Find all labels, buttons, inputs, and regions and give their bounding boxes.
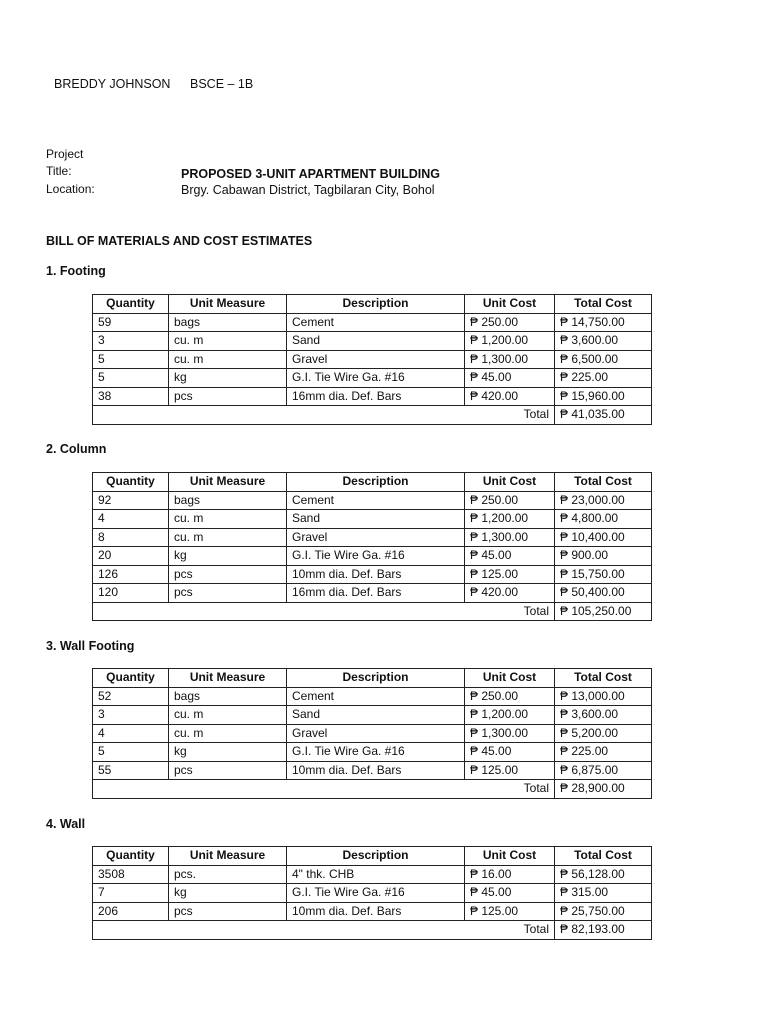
column-header-total-cost: Total Cost <box>555 295 652 314</box>
cell-unit-cost: ₱ 1,300.00 <box>465 350 555 369</box>
bom-table-footing <box>92 294 652 425</box>
cell-unit-measure: bags <box>169 687 287 706</box>
total-value: ₱ 105,250.00 <box>555 602 652 621</box>
cell-description: 16mm dia. Def. Bars <box>287 387 465 406</box>
cell-quantity: 5 <box>93 743 169 762</box>
table-header-row <box>93 473 652 492</box>
cell-unit-measure: cu. m <box>169 332 287 351</box>
cell-unit-measure: kg <box>169 369 287 388</box>
cell-unit-measure: kg <box>169 884 287 903</box>
column-header-quantity: Quantity <box>93 847 169 866</box>
cell-unit-measure: cu. m <box>169 528 287 547</box>
column-header-description: Description <box>287 847 465 866</box>
cell-unit-cost: ₱ 420.00 <box>465 584 555 603</box>
table-row <box>93 584 652 603</box>
cell-unit-measure: pcs. <box>169 865 287 884</box>
cell-quantity: 126 <box>93 565 169 584</box>
column-header-quantity: Quantity <box>93 669 169 688</box>
column-header-unit-cost: Unit Cost <box>465 295 555 314</box>
cell-unit-measure: bags <box>169 313 287 332</box>
table-row <box>93 865 652 884</box>
column-header-unit-cost: Unit Cost <box>465 847 555 866</box>
total-value: ₱ 41,035.00 <box>555 406 652 425</box>
cell-unit-cost: ₱ 420.00 <box>465 387 555 406</box>
cell-quantity: 3508 <box>93 865 169 884</box>
cell-unit-cost: ₱ 1,200.00 <box>465 706 555 725</box>
column-header-unit-cost: Unit Cost <box>465 473 555 492</box>
column-header-unit-measure: Unit Measure <box>169 295 287 314</box>
cell-quantity: 7 <box>93 884 169 903</box>
cell-total-cost: ₱ 4,800.00 <box>555 510 652 529</box>
cell-total-cost: ₱ 315.00 <box>555 884 652 903</box>
cell-quantity: 3 <box>93 706 169 725</box>
cell-description: 4" thk. CHB <box>287 865 465 884</box>
cell-total-cost: ₱ 3,600.00 <box>555 706 652 725</box>
table-row <box>93 491 652 510</box>
cell-unit-measure: pcs <box>169 761 287 780</box>
total-label: Total <box>93 406 555 425</box>
cell-description: Gravel <box>287 350 465 369</box>
cell-quantity: 120 <box>93 584 169 603</box>
cell-description: Cement <box>287 687 465 706</box>
column-header-quantity: Quantity <box>93 473 169 492</box>
table-row <box>93 565 652 584</box>
cell-description: 10mm dia. Def. Bars <box>287 902 465 921</box>
cell-unit-measure: pcs <box>169 902 287 921</box>
cell-unit-cost: ₱ 1,200.00 <box>465 510 555 529</box>
cell-total-cost: ₱ 23,000.00 <box>555 491 652 510</box>
title-label: Title: <box>46 164 72 178</box>
column-header-total-cost: Total Cost <box>555 473 652 492</box>
cell-description: Cement <box>287 313 465 332</box>
cell-total-cost: ₱ 5,200.00 <box>555 724 652 743</box>
cell-total-cost: ₱ 10,400.00 <box>555 528 652 547</box>
cell-unit-measure: bags <box>169 491 287 510</box>
cell-description: G.I. Tie Wire Ga. #16 <box>287 369 465 388</box>
table-header-row <box>93 669 652 688</box>
cell-total-cost: ₱ 6,500.00 <box>555 350 652 369</box>
cell-unit-cost: ₱ 1,300.00 <box>465 528 555 547</box>
cell-total-cost: ₱ 900.00 <box>555 547 652 566</box>
cell-quantity: 20 <box>93 547 169 566</box>
total-row <box>93 602 652 621</box>
cell-unit-cost: ₱ 1,200.00 <box>465 332 555 351</box>
cell-description: G.I. Tie Wire Ga. #16 <box>287 547 465 566</box>
section-heading-footing: 1. Footing <box>46 264 106 278</box>
cell-total-cost: ₱ 6,875.00 <box>555 761 652 780</box>
cell-total-cost: ₱ 56,128.00 <box>555 865 652 884</box>
cell-unit-cost: ₱ 125.00 <box>465 761 555 780</box>
total-label: Total <box>93 602 555 621</box>
total-row <box>93 921 652 940</box>
author-course: BSCE – 1B <box>190 77 254 91</box>
project-location: Brgy. Cabawan District, Tagbilaran City, Bohol <box>181 183 435 197</box>
cell-description: Gravel <box>287 528 465 547</box>
column-header-total-cost: Total Cost <box>555 847 652 866</box>
cell-description: Cement <box>287 491 465 510</box>
column-header-description: Description <box>287 473 465 492</box>
cell-quantity: 59 <box>93 313 169 332</box>
cell-total-cost: ₱ 225.00 <box>555 743 652 762</box>
cell-quantity: 3 <box>93 332 169 351</box>
table-row <box>93 706 652 725</box>
table-header-row <box>93 295 652 314</box>
cell-unit-cost: ₱ 250.00 <box>465 687 555 706</box>
table-row <box>93 743 652 762</box>
column-header-unit-cost: Unit Cost <box>465 669 555 688</box>
column-header-unit-measure: Unit Measure <box>169 473 287 492</box>
cell-description: Sand <box>287 706 465 725</box>
cell-description: 16mm dia. Def. Bars <box>287 584 465 603</box>
cell-quantity: 4 <box>93 510 169 529</box>
section-heading-column: 2. Column <box>46 442 107 456</box>
bom-table-wall-footing <box>92 668 652 799</box>
cell-unit-cost: ₱ 1,300.00 <box>465 724 555 743</box>
table-row <box>93 528 652 547</box>
cell-unit-cost: ₱ 45.00 <box>465 743 555 762</box>
project-label: Project <box>46 147 84 161</box>
bom-table-wall <box>92 846 652 940</box>
cell-description: Sand <box>287 510 465 529</box>
document-heading: BILL OF MATERIALS AND COST ESTIMATES <box>46 234 313 248</box>
table-row <box>93 313 652 332</box>
author-name: BREDDY JOHNSON <box>54 77 171 91</box>
cell-unit-cost: ₱ 16.00 <box>465 865 555 884</box>
cell-description: G.I. Tie Wire Ga. #16 <box>287 743 465 762</box>
table-row <box>93 724 652 743</box>
column-header-unit-measure: Unit Measure <box>169 669 287 688</box>
cell-unit-measure: pcs <box>169 387 287 406</box>
cell-quantity: 5 <box>93 350 169 369</box>
column-header-unit-measure: Unit Measure <box>169 847 287 866</box>
column-header-total-cost: Total Cost <box>555 669 652 688</box>
table-row <box>93 369 652 388</box>
cell-unit-measure: kg <box>169 743 287 762</box>
total-value: ₱ 28,900.00 <box>555 780 652 799</box>
cell-unit-cost: ₱ 125.00 <box>465 902 555 921</box>
cell-quantity: 4 <box>93 724 169 743</box>
cell-total-cost: ₱ 15,960.00 <box>555 387 652 406</box>
section-heading-wall: 4. Wall <box>46 817 86 831</box>
bom-table-column <box>92 472 652 621</box>
cell-unit-cost: ₱ 250.00 <box>465 491 555 510</box>
total-label: Total <box>93 780 555 799</box>
table-row <box>93 547 652 566</box>
table-row <box>93 687 652 706</box>
cell-description: Gravel <box>287 724 465 743</box>
cell-total-cost: ₱ 3,600.00 <box>555 332 652 351</box>
cell-unit-measure: cu. m <box>169 724 287 743</box>
table-row <box>93 350 652 369</box>
total-value: ₱ 82,193.00 <box>555 921 652 940</box>
column-header-quantity: Quantity <box>93 295 169 314</box>
cell-quantity: 206 <box>93 902 169 921</box>
cell-quantity: 52 <box>93 687 169 706</box>
cell-description: 10mm dia. Def. Bars <box>287 565 465 584</box>
cell-unit-measure: kg <box>169 547 287 566</box>
cell-description: 10mm dia. Def. Bars <box>287 761 465 780</box>
cell-quantity: 92 <box>93 491 169 510</box>
section-heading-wall-footing: 3. Wall Footing <box>46 639 135 653</box>
cell-total-cost: ₱ 50,400.00 <box>555 584 652 603</box>
cell-unit-measure: pcs <box>169 584 287 603</box>
cell-unit-cost: ₱ 250.00 <box>465 313 555 332</box>
location-label: Location: <box>46 182 95 196</box>
cell-unit-cost: ₱ 45.00 <box>465 547 555 566</box>
cell-unit-cost: ₱ 45.00 <box>465 369 555 388</box>
table-row <box>93 332 652 351</box>
total-row <box>93 406 652 425</box>
cell-unit-measure: cu. m <box>169 706 287 725</box>
cell-total-cost: ₱ 15,750.00 <box>555 565 652 584</box>
cell-quantity: 8 <box>93 528 169 547</box>
cell-total-cost: ₱ 13,000.00 <box>555 687 652 706</box>
total-row <box>93 780 652 799</box>
cell-quantity: 5 <box>93 369 169 388</box>
table-row <box>93 884 652 903</box>
cell-quantity: 38 <box>93 387 169 406</box>
table-row <box>93 510 652 529</box>
cell-total-cost: ₱ 25,750.00 <box>555 902 652 921</box>
cell-unit-measure: cu. m <box>169 350 287 369</box>
cell-total-cost: ₱ 225.00 <box>555 369 652 388</box>
cell-description: G.I. Tie Wire Ga. #16 <box>287 884 465 903</box>
column-header-description: Description <box>287 295 465 314</box>
cell-unit-measure: cu. m <box>169 510 287 529</box>
project-title: PROPOSED 3-UNIT APARTMENT BUILDING <box>181 167 441 181</box>
table-header-row <box>93 847 652 866</box>
total-label: Total <box>93 921 555 940</box>
column-header-description: Description <box>287 669 465 688</box>
table-row <box>93 902 652 921</box>
cell-description: Sand <box>287 332 465 351</box>
cell-unit-cost: ₱ 45.00 <box>465 884 555 903</box>
cell-quantity: 55 <box>93 761 169 780</box>
table-row <box>93 387 652 406</box>
table-row <box>93 761 652 780</box>
cell-total-cost: ₱ 14,750.00 <box>555 313 652 332</box>
cell-unit-measure: pcs <box>169 565 287 584</box>
cell-unit-cost: ₱ 125.00 <box>465 565 555 584</box>
